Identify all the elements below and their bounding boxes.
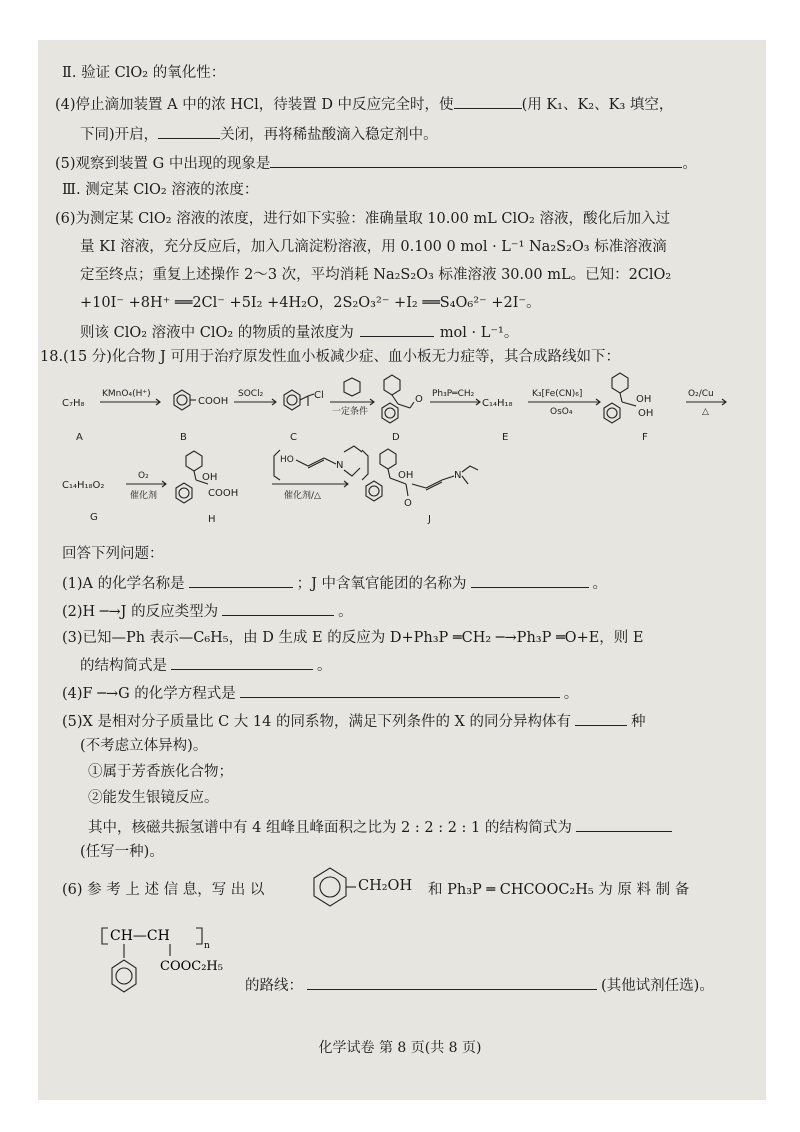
p6-text-c: 和 Ph₃P ═ CHCOOC₂H₅ 为 原 料 制 备 bbox=[428, 882, 690, 898]
section-3-heading: Ⅲ. 测定某 ClO₂ 溶液的浓度： bbox=[62, 182, 259, 198]
q5-blank[interactable] bbox=[270, 153, 682, 168]
reagent-cyclohexane bbox=[344, 378, 360, 396]
q5-text: (5)观察到装置 G 中出现的现象是 bbox=[55, 156, 271, 172]
c-benzene-ring bbox=[284, 390, 300, 410]
c-group: Cl bbox=[314, 390, 324, 401]
j-n: N bbox=[454, 470, 462, 481]
p4-line bbox=[62, 683, 578, 703]
reagent-7a: O₂ bbox=[138, 471, 149, 481]
h-cyclohexane bbox=[186, 451, 202, 471]
polymer-bracket-left bbox=[102, 928, 108, 944]
p6-end: (其他试剂任选)。 bbox=[601, 978, 714, 994]
q6-text: 则该 ClO₂ 溶液中 ClO₂ 的物质的量浓度为 bbox=[80, 325, 354, 341]
polymer-n: n bbox=[204, 941, 210, 951]
p5-condition-1: ①属于芳香族化合物； bbox=[88, 764, 233, 780]
label-h: H bbox=[208, 514, 216, 525]
p2-end: 。 bbox=[338, 604, 353, 620]
p6-line2 bbox=[245, 975, 714, 995]
reagent-8-ho: HO bbox=[280, 455, 294, 465]
p2-blank[interactable] bbox=[222, 601, 334, 616]
p1-blank-1[interactable] bbox=[189, 573, 293, 588]
f-oh-1: OH bbox=[636, 394, 652, 405]
q4-blank-1[interactable] bbox=[454, 94, 522, 109]
label-d: D bbox=[392, 432, 400, 443]
p1-blank-2[interactable] bbox=[471, 573, 589, 588]
label-a: A bbox=[76, 432, 83, 443]
g-formula: C₁₄H₁₈O₂ bbox=[62, 480, 105, 491]
p3-line1: (3)已知—Ph 表示—C₆H₅，由 D 生成 E 的反应为 D+Ph₃P ═CH₂ ─→Ph₃P ═O+E，则 E bbox=[62, 630, 644, 646]
q5-line bbox=[55, 153, 697, 173]
p5-line6: (任写一种)。 bbox=[80, 844, 164, 860]
reagent-ethyl bbox=[344, 468, 360, 476]
p5-text: (5)X 是相对分子质量比 C 大 14 的同系物，满足下列条件的 X 的同分异构体有 bbox=[62, 714, 571, 730]
h-benzene-ring bbox=[176, 483, 192, 503]
q6-line4: +10I⁻ +8H⁺ ══2Cl⁻ +5I₂ +4H₂O，2S₂O₃²⁻ +I₂ ══S₄O₆²⁻ +2I⁻。 bbox=[80, 295, 541, 311]
p6-blank[interactable] bbox=[307, 975, 597, 990]
p5-unit: 种 bbox=[631, 714, 646, 730]
p5-nmr-text: 其中，核磁共振氢谱中有 4 组峰且峰面积之比为 2 : 2 : 2 : 1 的结构简式为 bbox=[88, 820, 572, 836]
h-oh: OH bbox=[202, 472, 218, 483]
p6-benzyl-group: CH₂OH bbox=[358, 878, 413, 894]
j-o: O bbox=[404, 498, 412, 509]
q6-line2: 量 KI 溶液，充分反应后，加入几滴淀粉溶液，用 0.100 0 mol · L⁻¹ Na₂S₂O₃ 标准溶液滴 bbox=[80, 239, 667, 255]
p3-text: 的结构简式是 bbox=[80, 658, 167, 674]
q6-blank[interactable] bbox=[360, 322, 434, 337]
reagent-6: O₂/Cu bbox=[688, 389, 714, 399]
reagent-4: Ph₃P═CH₂ bbox=[432, 389, 475, 399]
p2-line bbox=[62, 601, 353, 621]
p5-condition-2: ②能发生银镜反应。 bbox=[88, 790, 219, 806]
polymer-ester: COOC₂H₅ bbox=[160, 959, 223, 974]
reagent-6b: △ bbox=[702, 407, 709, 417]
reagent-5a: K₃[Fe(CN)₆] bbox=[532, 389, 583, 399]
q6-line1: (6)为测定某 ClO₂ 溶液的浓度，进行如下实验：准确量取 10.00 mL ClO₂ 溶液，酸化后加入过 bbox=[55, 211, 670, 227]
p6-text-a: (6) 参 考 上 述 信 息，写 出 以 bbox=[62, 882, 265, 898]
a-formula: C₇H₈ bbox=[62, 398, 85, 409]
e-formula: C₁₄H₁₈ bbox=[482, 398, 513, 409]
p4-end: 。 bbox=[563, 686, 579, 702]
q4-line2 bbox=[80, 124, 438, 144]
p5-line2: (不考虑立体异构)。 bbox=[80, 738, 208, 754]
p1-end: 。 bbox=[592, 576, 608, 592]
p1-text-b: ；J 中含氧官能团的名称为 bbox=[296, 576, 467, 592]
label-j: J bbox=[428, 514, 431, 525]
q5-end: 。 bbox=[682, 156, 697, 172]
p2-text: (2)H ─→J 的反应类型为 bbox=[62, 604, 219, 620]
reagent-bracket-right bbox=[362, 450, 368, 480]
p4-blank[interactable] bbox=[240, 683, 560, 698]
b-group: COOH bbox=[198, 396, 229, 407]
reagent-2: SOCl₂ bbox=[238, 389, 264, 399]
p5-line1 bbox=[62, 711, 646, 731]
q4-text-b: (用 K₁、K₂、K₃ 填空， bbox=[521, 97, 674, 113]
q4-text-c: 下同)开启， bbox=[80, 127, 159, 143]
q6-unit: mol · L⁻¹。 bbox=[439, 325, 519, 341]
q4-blank-2[interactable] bbox=[158, 124, 220, 139]
polymer-bracket-right bbox=[196, 928, 202, 944]
answer-intro: 回答下列问题： bbox=[62, 546, 164, 562]
p4-text: (4)F ─→G 的化学方程式是 bbox=[62, 686, 236, 702]
j-benzene-ring bbox=[366, 481, 382, 501]
p6-route-text: 的路线： bbox=[245, 978, 303, 994]
q18-title: 18.(15 分)化合物 J 可用于治疗原发性血小板减少症、血小板无力症等，其合成路线如下： bbox=[40, 349, 620, 365]
j-ethyl-1 bbox=[462, 466, 478, 472]
reagent-8-n: N bbox=[336, 460, 344, 471]
label-f: F bbox=[642, 432, 648, 443]
h-cooh: COOH bbox=[208, 488, 239, 499]
benzyl-alcohol-ring bbox=[308, 862, 358, 912]
target-polymer bbox=[100, 918, 250, 1010]
p3-line2 bbox=[80, 655, 332, 675]
label-e: E bbox=[502, 432, 509, 443]
f-benzene-ring bbox=[604, 403, 620, 423]
d-benzene-ring bbox=[382, 403, 398, 423]
polymer-chain: CH—CH bbox=[110, 928, 170, 944]
reagent-5b: OsO₄ bbox=[550, 407, 573, 417]
p5-line5 bbox=[88, 817, 672, 837]
p5-blank-1[interactable] bbox=[575, 711, 627, 726]
j-oh: OH bbox=[398, 470, 414, 481]
label-b: B bbox=[180, 432, 187, 443]
reagent-1: KMnO₄(H⁺) bbox=[102, 389, 151, 399]
reagent-8: 催化剂/△ bbox=[284, 491, 321, 501]
reagent-7b: 催化剂 bbox=[130, 491, 158, 501]
q6-line5 bbox=[80, 322, 518, 342]
p3-blank[interactable] bbox=[171, 655, 313, 670]
q6-line3: 定至终点；重复上述操作 2～3 次，平均消耗 Na₂S₂O₃ 标准溶液 30.00 mL。已知：2ClO₂ bbox=[80, 267, 672, 283]
p1-text-a: (1)A 的化学名称是 bbox=[62, 576, 185, 592]
reagent-ethyl-2 bbox=[344, 446, 362, 452]
f-cyclohexane bbox=[612, 373, 628, 393]
q4-text-a: (4)停止滴加装置 A 中的浓 HCl，待装置 D 中反应完全时，使 bbox=[55, 97, 454, 113]
synthesis-scheme bbox=[62, 372, 738, 532]
q4-line1 bbox=[55, 94, 673, 114]
p1-line bbox=[62, 573, 607, 593]
label-c: C bbox=[290, 432, 297, 443]
page-footer: 化学试卷 第 8 页(共 8 页) bbox=[318, 1040, 482, 1056]
b-benzene-circle bbox=[177, 395, 187, 405]
j-cyclohexane bbox=[380, 449, 396, 469]
p3-end: 。 bbox=[317, 658, 332, 674]
section-2-heading: Ⅱ. 验证 ClO₂ 的氧化性： bbox=[62, 65, 226, 81]
reagent-3: 一定条件 bbox=[332, 407, 369, 417]
d-cyclohexane bbox=[384, 375, 400, 395]
d-group: O bbox=[415, 394, 423, 405]
b-benzene-ring bbox=[174, 390, 190, 410]
f-oh-2: OH bbox=[638, 408, 654, 419]
q4-text-d: 关闭，再将稀盐酸滴入稳定剂中。 bbox=[220, 127, 438, 143]
label-g: G bbox=[90, 512, 98, 523]
j-ethyl-2 bbox=[462, 476, 468, 484]
p5-blank-2[interactable] bbox=[576, 817, 672, 832]
